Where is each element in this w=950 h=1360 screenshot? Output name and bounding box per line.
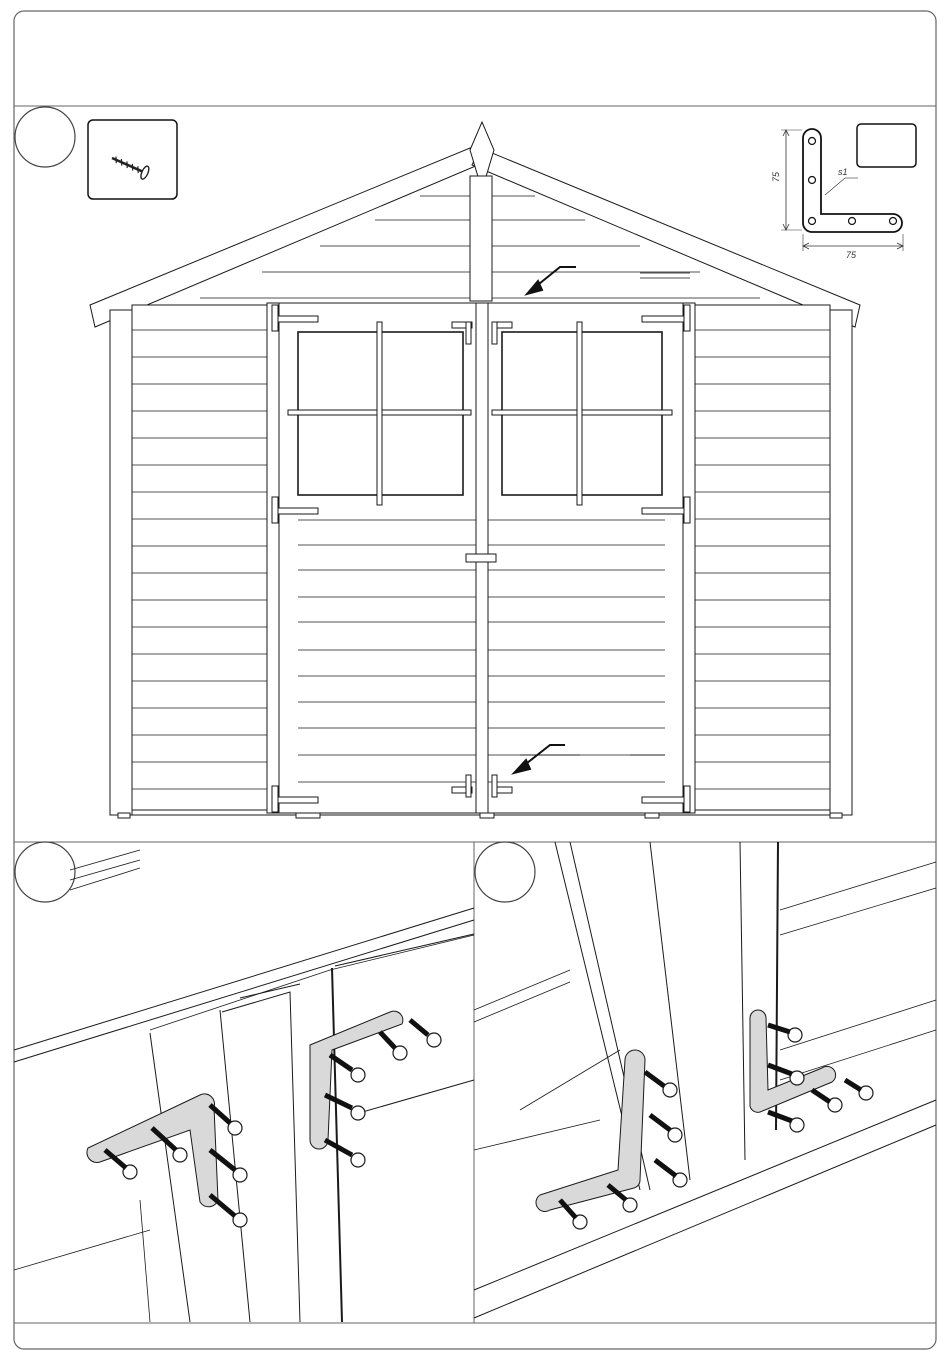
cladding-right — [695, 305, 830, 810]
bracket-height-label: 75 — [771, 171, 781, 182]
quantity-box — [857, 124, 916, 167]
bracket-detail-b-left — [536, 1050, 645, 1212]
cladding-left — [132, 305, 267, 810]
shed-front-elevation — [90, 122, 860, 818]
roof-fascia-right — [472, 148, 860, 327]
door-post-left — [267, 303, 279, 813]
door-latch — [466, 554, 496, 562]
step-circle-detail-b — [475, 842, 535, 902]
screw-part-box — [88, 120, 177, 199]
wall-right — [830, 310, 852, 815]
door-post-right — [683, 303, 695, 813]
step-circle-detail-a — [15, 842, 75, 902]
detail-bottom-bracket — [474, 842, 936, 1318]
gable-post — [470, 176, 492, 301]
step-circle-main — [15, 107, 75, 167]
detail-top-bracket — [14, 850, 474, 1322]
bracket-thickness-label: s1 — [838, 167, 848, 177]
wall-left — [110, 310, 132, 815]
bracket-width-label: 75 — [846, 250, 857, 260]
